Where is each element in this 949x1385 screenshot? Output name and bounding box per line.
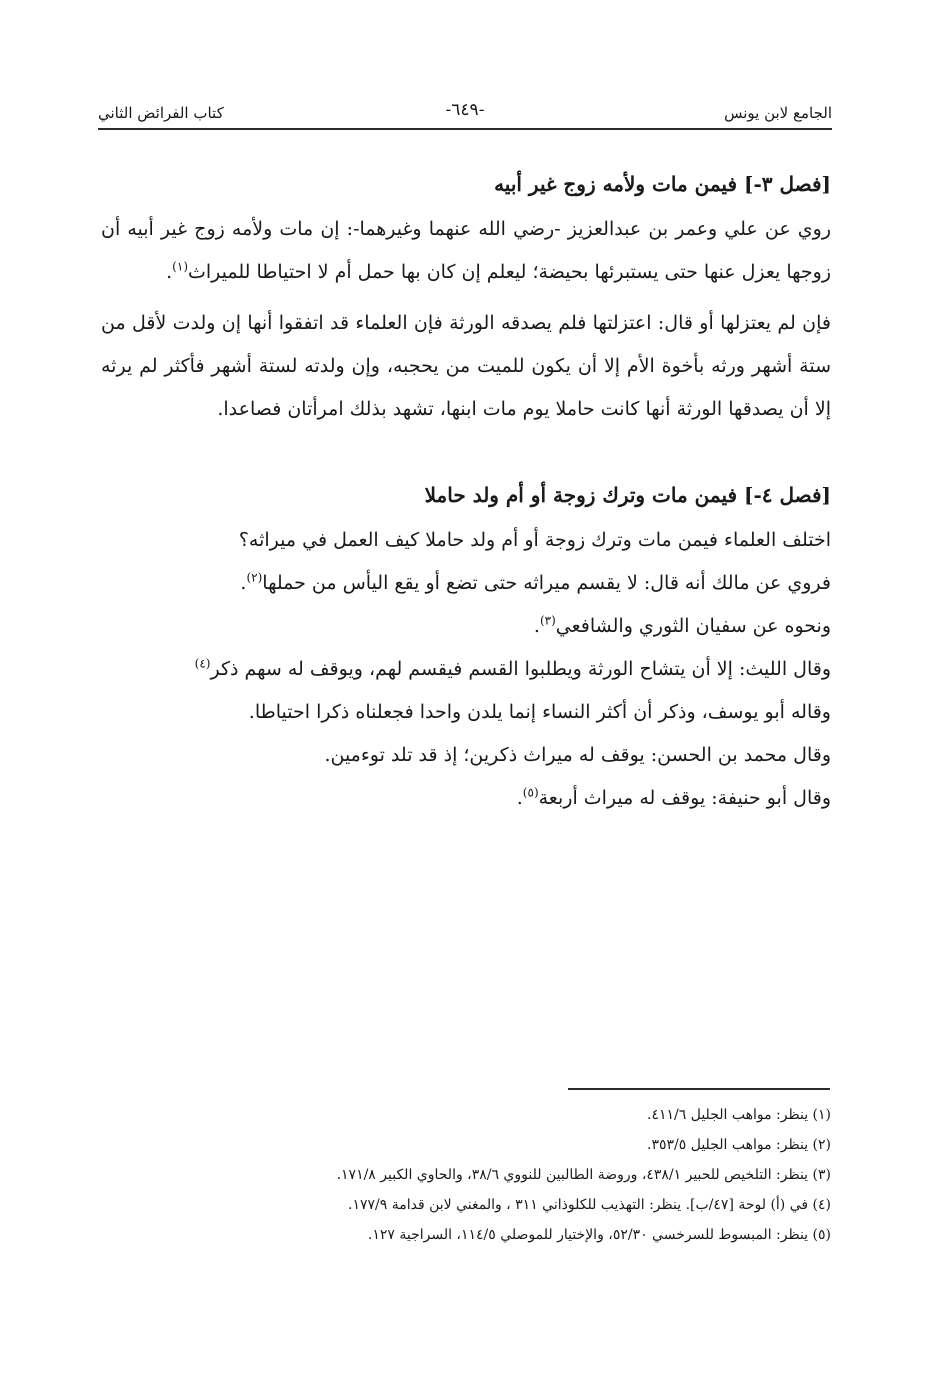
header-book-title: الجامع لابن يونس	[724, 104, 832, 122]
section-3-paragraph-2	[101, 302, 831, 431]
footnote-3: (٣) ينظر: التلخيص للحبير ٤٣٨/١، وروضة الطالبين للنووي ٣٨/٦، والحاوي الكبير ١٧١/٨.	[336, 1167, 831, 1183]
paragraph-text: وقال محمد بن الحسن: يوقف له ميراث ذكرين؛ إذ قد تلد توءمين.	[324, 744, 831, 766]
section-4-paragraph-4	[101, 648, 831, 691]
footnote-ref: (١)	[172, 259, 188, 274]
section-4-heading: [فصل ٤-] فيمن مات وترك زوجة أو أم ولد حاملا	[424, 483, 831, 507]
paragraph-text: روي عن علي وعمر بن عبدالعزيز -رضي الله عنهما وغيرهما-: إن مات ولأمه زوج غير أبيه أن زوجها يعزل عنها حتى يستبرئها بحيضة؛ ليعلم إن كان بها حمل أم لا احتياطا للميراث	[101, 218, 831, 283]
footnote-1: (١) ينظر: مواهب الجليل ٤١١/٦.	[647, 1107, 831, 1123]
footnote-ref: (٢)	[246, 570, 263, 585]
paragraph-end: .	[516, 787, 523, 809]
page-header	[98, 98, 832, 128]
paragraph-text: ونحوه عن سفيان الثوري والشافعي	[555, 615, 831, 637]
section-3-heading: [فصل ٣-] فيمن مات ولأمه زوج غير أبيه	[494, 172, 831, 196]
section-4-paragraph-6	[101, 734, 831, 777]
paragraph-text: فإن لم يعتزلها أو قال: اعتزلتها فلم يصدقه الورثة فإن العلماء قد اتفقوا أنها إن ولدت لأقل من ستة أشهر ورثه بأخوة الأم إلا أن يكون للميت من يحجبه، وإن ولدته لستة أشهر فأكثر لم يرثه إلا أن يصدقها الورثة أنها كانت حاملا يوم مات ابنها، تشهد بذلك امرأتان فصاعدا.	[101, 312, 831, 420]
paragraph-text: اختلف العلماء فيمن مات وترك زوجة أو أم ولد حاملا كيف العمل في ميراثه؟	[238, 529, 831, 551]
footnote-ref: (٣)	[539, 613, 556, 628]
section-4-paragraph-1	[101, 519, 831, 562]
page-number: -٦٤٩-	[445, 100, 485, 120]
paragraph-text: فروي عن مالك أنه قال: لا يقسم ميراثه حتى تضع أو يقع اليأس من حملها	[262, 572, 831, 594]
main-text	[101, 160, 831, 820]
header-chapter-title: كتاب الفرائض الثاني	[98, 104, 224, 122]
footnote-2: (٢) ينظر: مواهب الجليل ٣٥٣/٥.	[647, 1137, 831, 1153]
footnote-5: (٥) ينظر: المبسوط للسرخسي ٥٢/٣٠، والإختيار للموصلي ١١٤/٥، السراجية ١٢٧.	[367, 1227, 831, 1243]
paragraph-text: وقال أبو حنيفة: يوقف له ميراث أربعة	[538, 787, 831, 809]
paragraph-end: .	[533, 615, 540, 637]
footnote-4: (٤) في (أ) لوحة [٤٧/ب]. ينظر: التهذيب للكلوذاني ٣١١ ، والمغني لابن قدامة ١٧٧/٩.	[348, 1197, 831, 1213]
paragraph-end: .	[166, 261, 173, 283]
footnote-ref: (٥)	[522, 785, 539, 800]
footnotes	[101, 1100, 831, 1250]
paragraph-text: وقال الليث: إلا أن يتشاح الورثة ويطلبوا القسم فيقسم لهم، ويوقف له سهم ذكر	[210, 658, 831, 680]
section-4-paragraph-2	[101, 562, 831, 605]
section-4-paragraph-7	[101, 777, 831, 820]
footnote-ref: (٤)	[194, 656, 211, 671]
paragraph-text: وقاله أبو يوسف، وذكر أن أكثر النساء إنما يلدن واحدا فجعلناه ذكرا احتياطا.	[248, 701, 831, 723]
section-3-paragraph-1	[101, 208, 831, 294]
header-rule	[98, 128, 832, 130]
footnote-rule	[568, 1088, 830, 1090]
paragraph-end: .	[240, 572, 247, 594]
section-4-paragraph-5	[101, 691, 831, 734]
section-4-paragraph-3	[101, 605, 831, 648]
